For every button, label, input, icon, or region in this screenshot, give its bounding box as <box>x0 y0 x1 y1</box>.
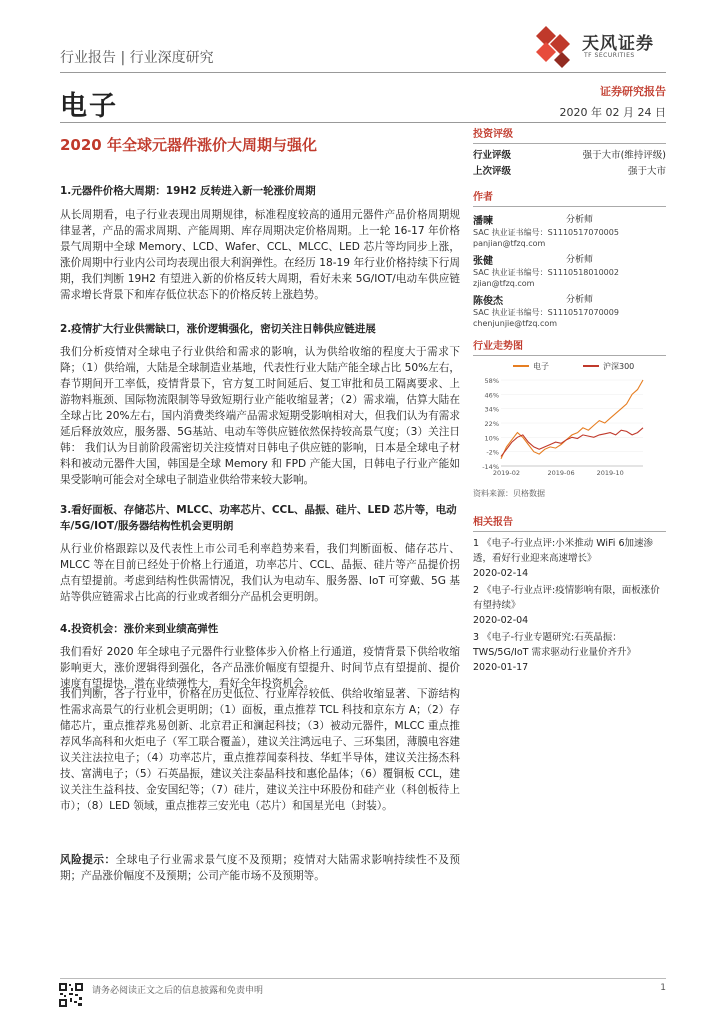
title-divider <box>60 122 666 123</box>
author-name: 潘暕 <box>473 216 493 227</box>
qr-code-icon <box>58 982 84 1008</box>
previous-rating-label: 上次评级 <box>473 166 512 177</box>
x-tick-label: 2019-06 <box>547 469 575 477</box>
author-cert: SAC 执业证书编号：S1110517070009 <box>473 308 619 317</box>
previous-rating-value: 强于大市 <box>627 166 666 177</box>
section-1-paragraph: 从长周期看，电子行业表现出周期规律，标准程度较高的通用元器件产品价格周期规律显著，产品的需求周期、产能周期、库存周期决定价格周期。上一轮 16-17 年价格景气周期中全球 Memory、LCD、Wafer、CCL、MLCC、LED 芯片等均同步上涨，涨价周期中行业内公司均表现出很大利润弹性。在经历 18-19 年行业价格持续下行周期，我们判断 19H2 有望进入新的价格反转大周期，看好未来 5G/IOT/电动车供应链需求增长背景下和库存低位状态下的价格反转上涨趋势。 <box>60 209 460 301</box>
author-email[interactable]: panjian@tfzq.com <box>473 239 546 248</box>
rating-box <box>473 125 666 180</box>
author-email[interactable]: chenjunjie@tfzq.com <box>473 319 558 328</box>
logo-english: TF SECURITIES <box>584 52 635 59</box>
chart-source: 资料来源：贝格数据 <box>473 489 545 498</box>
footer-disclaimer: 请务必阅读正文之后的信息披露和免责申明 <box>92 986 264 996</box>
author-name: 张健 <box>473 256 493 267</box>
y-tick-label: 34% <box>484 405 499 414</box>
trend-heading: 行业走势图 <box>473 337 666 356</box>
section-3-paragraph: 从行业价格跟踪以及代表性上市公司毛利率趋势来看，我们判断面板、储存芯片、MLCC 等在目前已经处于价格上行通道，功率芯片、CCL、晶振、硅片等产品提价拐点有望提前。考虑到结构性供需情况，我们认为电动车、服务器、IoT 可穿戴、5G 基站等供应链需求占比高的行业或者细分产品机会更明朗。 <box>60 543 460 603</box>
related-reports-box <box>473 513 666 675</box>
author-email[interactable]: zjian@tfzq.com <box>473 279 535 288</box>
previous-rating-row <box>473 164 666 180</box>
section-2-paragraph: 我们分析疫情对全球电子行业供给和需求的影响，认为供给收缩的程度大于需求下降；（1）供给端，大陆是全球制造业基地，代表性行业大陆产能全球占比 50%左右，春节期间开工率低，疫情背景下，官方复工时间延后、复工审批和员工隔离要求、上游物料瓶颈、国际物流限制等导致短期行业产能收缩显著；（2）需求端，估算大陆在全球占比 20%左右，国内消费类终端产品需求短期受影响相对大，但我们认为有需求延后释放效应，服务器、5G基站、电动车等供应链依然保持较高景气度；（3）关注日韩： 我们认为目前阶段需密切关注疫情对日韩电子供应链的影响，日本是全球电子材料和被动元器件大国，韩国是全球 Memory 和 FPD 产能大国，日韩电子行业产能如果受影响可能会对全球电子制造业供给带来较大影响。 <box>60 346 460 486</box>
header-divider <box>60 72 666 73</box>
related-report-item[interactable]: 3 《电子-行业专题研究:石英晶振：TWS/5G/IoT 需求驱动行业量价齐升》 2020-01-17 <box>473 632 636 673</box>
section-4-paragraph-1: 我们看好 2020 年全球电子元器件行业整体步入价格上行通道，疫情背景下供给收缩影响更大，涨价逻辑得到强化，各产品涨价幅度有望提升、时间节点有望提前、提价速度有望提快，潜在业绩弹性大，看好全年投资机会。 <box>60 646 460 690</box>
author-box <box>473 188 666 329</box>
author-role: 分析师 <box>565 215 593 225</box>
author-heading: 作者 <box>473 188 666 207</box>
logo-name: 天风证券 <box>582 34 654 54</box>
legend-label: 沪深300 <box>603 362 635 371</box>
footer-divider <box>60 978 666 979</box>
page-number: 1 <box>660 983 666 993</box>
industry-trend-chart <box>473 356 666 480</box>
related-report-item[interactable]: 2 《电子-行业点评:疫情影响有限，面板涨价有望持续》 2020-02-04 <box>473 585 660 626</box>
author-entry <box>473 252 666 289</box>
risk-warning <box>60 852 460 884</box>
series-line <box>501 380 643 459</box>
y-tick-label: -2% <box>486 448 499 457</box>
risk-label: 风险提示： <box>60 854 116 866</box>
industry-rating-row <box>473 148 666 164</box>
related-report-item[interactable]: 1 《电子-行业点评:小米推动 WiFi 6加速渗透，看好行业迎来高速增长》 2020-02-14 <box>473 538 654 579</box>
author-entry <box>473 212 666 249</box>
author-role: 分析师 <box>565 295 593 305</box>
report-date: 2020 年 02 月 24 日 <box>559 106 666 119</box>
author-name: 陈俊杰 <box>473 296 503 307</box>
section-4-paragraph-2: 我们判断，各子行业中，价格在历史低位、行业库存较低、供给收缩显著、下游结构性需求高景气的行业机会更明朗；（1）面板，重点推荐 TCL 科技和京东方 A；（2）存储芯片，重点推荐兆易创新、北京君正和澜起科技；（3）被动元器件，MLCC 重点推荐风华高科和火炬电子（军工联合覆盖），建议关注鸿远电子、三环集团，薄膜电容建议关注法拉电子；（4）功率芯片，重点推荐闻泰科技、华虹半导体，建议关注扬杰科技、富满电子；（5）石英晶振，建议关注泰晶科技和惠伦晶体；（6）覆铜板 CCL，建议关注生益科技、金安国纪等；（7）硅片，建议关注中环股份和硅产业（科创板待上市）；（8）LED 领域，重点推荐三安光电（芯片）和国星光电（封装）。 <box>60 688 460 812</box>
author-role: 分析师 <box>565 255 593 265</box>
sector-title: 电子 <box>60 91 118 122</box>
section-heading-3: 3.看好面板、存储芯片、MLCC、功率芯片、CCL、晶振、硅片、LED 芯片等，电动车/5G/IOT/服务器结构性机会更明朗 <box>60 504 457 532</box>
y-tick-label: -14% <box>482 463 499 471</box>
section-heading-4: 4.投资机会：涨价来到业绩高弹性 <box>60 623 219 635</box>
y-tick-label: 58% <box>484 377 499 385</box>
legend-label: 电子 <box>533 362 549 371</box>
report-category: 行业报告 | 行业深度研究 <box>60 50 214 66</box>
rating-heading: 投资评级 <box>473 125 666 144</box>
related-heading: 相关报告 <box>473 513 666 532</box>
series-line <box>501 428 643 457</box>
author-cert: SAC 执业证书编号：S1110518010002 <box>473 268 619 277</box>
y-tick-label: 46% <box>484 391 499 400</box>
author-cert: SAC 执业证书编号：S1110517070005 <box>473 228 619 237</box>
author-entry <box>473 292 666 329</box>
report-type: 证券研究报告 <box>600 85 666 98</box>
trend-box <box>473 337 666 356</box>
logo-mark-icon <box>536 26 570 68</box>
section-heading-2: 2.疫情扩大行业供需缺口，涨价逻辑强化，密切关注日韩供应链进展 <box>60 323 376 335</box>
industry-rating-value: 强于大市(维持评级) <box>582 150 666 161</box>
y-tick-label: 22% <box>484 420 499 428</box>
document-title: 2020 年全球元器件涨价大周期与强化 <box>60 136 317 154</box>
industry-rating-label: 行业评级 <box>473 150 512 161</box>
x-tick-label: 2019-02 <box>492 469 521 477</box>
x-tick-label: 2019-10 <box>596 469 624 477</box>
section-heading-1: 1.元器件价格大周期：19H2 反转进入新一轮涨价周期 <box>60 185 316 197</box>
risk-text: 全球电子行业需求景气度不及预期；疫情对大陆需求影响持续性不及预期；产品涨价幅度不及预期；公司产能市场不及预期等。 <box>60 854 461 882</box>
y-tick-label: 10% <box>484 434 499 443</box>
